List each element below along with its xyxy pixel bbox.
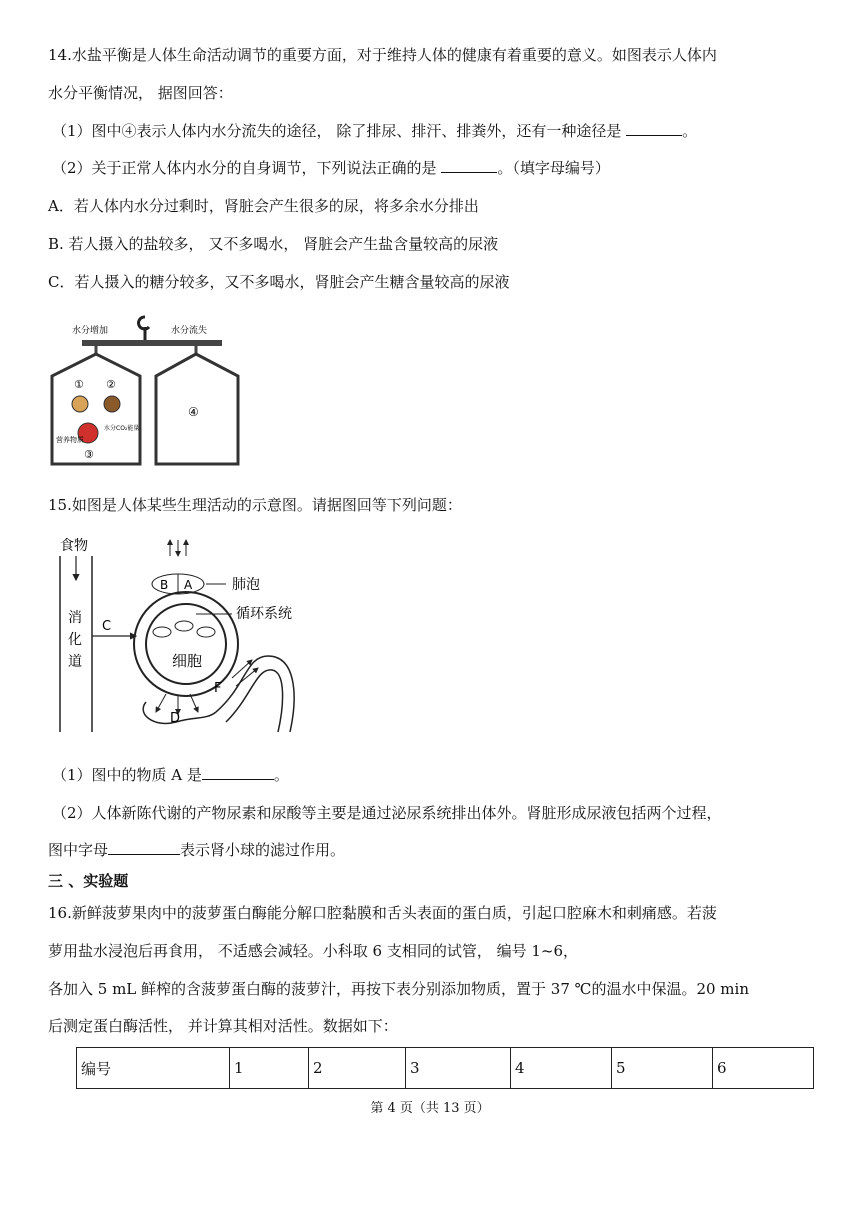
- nutrient-label: 营养物质: [56, 436, 84, 444]
- metabolism-figure: [46, 536, 316, 732]
- q15-sub2b-text: 图中字母: [48, 841, 109, 859]
- q15-sub2b-end: 表示肾小球的滤过作用。: [180, 841, 346, 859]
- q15-sub2: （2）人体新陈代谢的产物尿素和尿酸等主要是通过泌尿系统排出体外。肾脏形成尿液包括两个过程，: [52, 804, 722, 822]
- alveoli-label: 肺泡: [232, 577, 260, 593]
- table-cell: 2: [309, 1048, 406, 1089]
- drinking-person-icon: [72, 396, 88, 412]
- letter-d: D: [170, 711, 181, 726]
- q14-stem-line2: 水分平衡情况， 据图回答：: [48, 84, 233, 102]
- circulation-label: 循环系统: [236, 606, 292, 622]
- q14-sub2-end: 。（填字母编号）: [497, 159, 610, 177]
- scale-beam: [82, 340, 222, 346]
- q15-sub1: [52, 764, 289, 786]
- data-table: [76, 1047, 814, 1089]
- letter-a: A: [184, 578, 193, 592]
- food-label: 食物: [60, 538, 88, 554]
- eating-person-icon: [104, 396, 120, 412]
- circulatory-system-ring: [134, 592, 238, 696]
- q14-stem-line1: 14.水盐平衡是人体生命活动调节的重要方面，对于维持人体的健康有着重要的意义。如图表示人体内: [48, 46, 717, 64]
- table-cell: 6: [713, 1048, 814, 1089]
- q14-option-b: B. 若人摄入的盐较多， 又不多喝水， 肾脏会产生盐含量较高的尿液: [48, 235, 499, 253]
- q14-option-c: C．若人摄入的糖分较多，又不多喝水，肾脏会产生糖含量较高的尿液: [48, 273, 510, 291]
- q16-line1: 16.新鲜菠萝果肉中的菠萝蛋白酶能分解口腔黏膜和舌头表面的蛋白质，引起口腔麻木和刺痛感。若菠: [48, 904, 717, 922]
- q14-sub1: [52, 120, 697, 142]
- q14-sub1-text: （1）图中④表示人体内水分流失的途径， 除了排尿、排汗、排粪外，还有一种途径是: [52, 122, 622, 140]
- table-cell: 4: [511, 1048, 612, 1089]
- label-water-gain: 水分增加: [72, 326, 109, 336]
- q15-stem: 15.如图是人体某些生理活动的示意图。请据图回等下列问题：: [48, 496, 462, 514]
- products-label: 水分CO₂能量: [104, 425, 140, 432]
- q16-line4: 后测定蛋白酶活性， 并计算其相对活性。数据如下：: [48, 1017, 398, 1035]
- q14-sub1-end: 。: [682, 122, 698, 140]
- letter-c: C: [102, 619, 112, 634]
- q15-sub2-cont: [48, 839, 345, 861]
- tract-label-2: 化: [68, 632, 82, 648]
- table-cell: 1: [230, 1048, 309, 1089]
- letter-f: F: [214, 681, 222, 696]
- q15-sub1-text: （1）图中的物质 A 是: [52, 766, 202, 784]
- cell-ring: [146, 604, 226, 684]
- q14-sub2: [52, 157, 610, 179]
- marker-1: ①: [74, 378, 84, 391]
- marker-2: ②: [106, 378, 116, 391]
- table-cell: 5: [612, 1048, 713, 1089]
- q14-option-a: A．若人体内水分过剩时，肾脏会产生很多的尿，将多余水分排出: [48, 197, 479, 215]
- hook-icon: [139, 317, 149, 340]
- water-balance-figure: [44, 312, 250, 470]
- table-row: [77, 1048, 814, 1089]
- q16-line3: 各加入 5 mL 鲜榨的含菠萝蛋白酶的菠萝汁，再按下表分别添加物质，置于 37 ℃的温水中保温。20 min: [48, 980, 749, 998]
- marker-4: ④: [188, 405, 199, 419]
- label-water-loss: 水分流失: [171, 326, 208, 336]
- letter-b: B: [160, 578, 169, 592]
- answer-blank[interactable]: [202, 764, 274, 780]
- tract-label-3: 道: [68, 654, 82, 670]
- answer-blank[interactable]: [626, 120, 682, 136]
- answer-blank[interactable]: [441, 157, 497, 173]
- answer-blank[interactable]: [108, 839, 180, 855]
- q16-line2: 萝用盐水浸泡后再食用， 不适感会减轻。小科取 6 支相同的试管， 编号 1~6，: [48, 942, 579, 960]
- q14-sub2-text: （2）关于正常人体内水分的自身调节，下列说法正确的是: [52, 159, 437, 177]
- tract-label-1: 消: [68, 610, 82, 626]
- table-cell: 3: [406, 1048, 511, 1089]
- cell-label: 细胞: [172, 652, 203, 670]
- table-cell: 编号: [77, 1048, 230, 1089]
- marker-3: ③: [84, 448, 94, 461]
- q15-sub1-end: 。: [273, 766, 289, 784]
- section-heading: 三 、实验题: [48, 872, 129, 890]
- left-pan: [52, 354, 140, 464]
- page-footer: 第 4 页（共 13 页）: [370, 1101, 490, 1116]
